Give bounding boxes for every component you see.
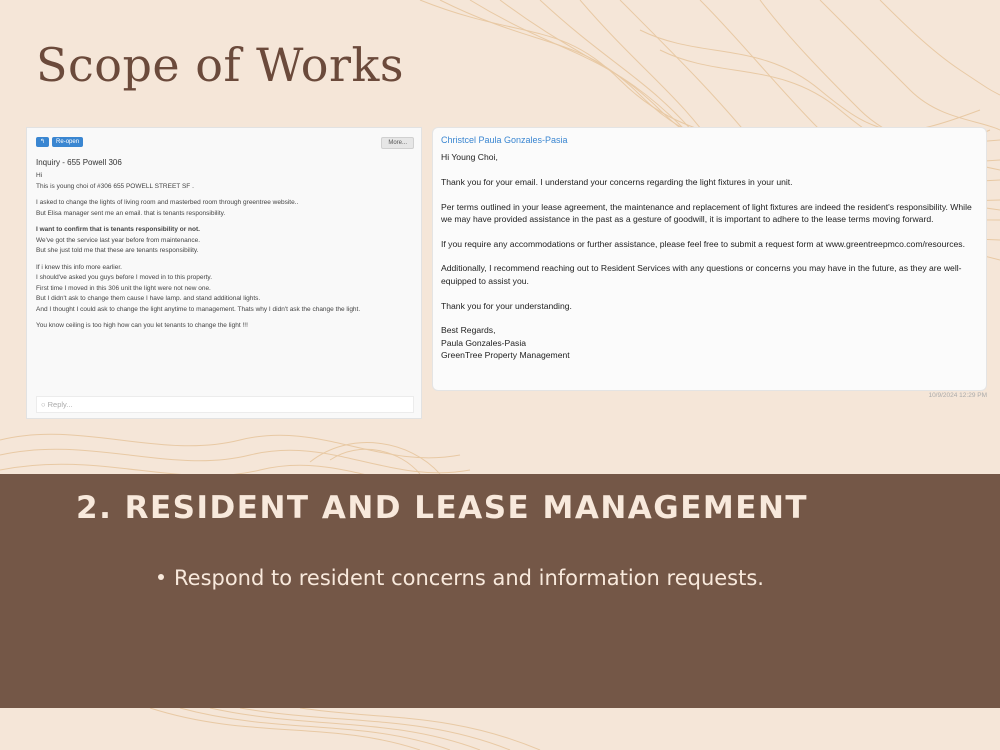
message-body bbox=[36, 173, 416, 334]
body-line: And I thought I could ask to change the light anytime to management. Thats why I didn't ask the change the light. bbox=[36, 305, 361, 313]
message-toolbar bbox=[36, 137, 83, 147]
section-heading: 2. RESIDENT AND LEASE MANAGEMENT bbox=[76, 490, 809, 526]
body-line: I want to confirm that is tenants responsibility or not. bbox=[36, 226, 200, 233]
section-band bbox=[0, 474, 1000, 708]
chat-bubble-icon: ○ bbox=[41, 400, 46, 409]
response-paragraph: Thank you for your understanding. bbox=[441, 300, 572, 311]
response-paragraph: Additionally, I recommend reaching out to Resident Services with any questions or concerns you may have in the future, as they are well-equipped to assist you. bbox=[441, 263, 962, 286]
response-message-panel bbox=[432, 127, 987, 391]
response-body bbox=[441, 151, 976, 361]
response-paragraph: If you require any accommodations or further assistance, please feel free to submit a request form at www.greentreepmco.com/resources. bbox=[441, 238, 965, 249]
body-line: I should've asked you guys before I moved in to this property. bbox=[36, 274, 212, 281]
body-line: I asked to change the lights of living room and masterbed room through greentree website.. bbox=[36, 199, 299, 206]
signoff: Best Regards, bbox=[441, 325, 496, 336]
body-line: This is young choi of #306 655 POWELL STREET SF . bbox=[36, 182, 194, 190]
bullet-text: Respond to resident concerns and information requests. bbox=[174, 566, 764, 590]
body-line: You know ceiling is too high how can you let tenants to change the light !!! bbox=[36, 322, 248, 329]
sender-name[interactable]: Christcel Paula Gonzales-Pasia bbox=[441, 135, 568, 145]
message-subject: Inquiry - 655 Powell 306 bbox=[36, 158, 122, 167]
message-timestamp: 10/9/2024 12:29 PM bbox=[928, 392, 987, 399]
body-line: But Elisa manager sent me an email. that is tenants responsibility. bbox=[36, 209, 226, 217]
reopen-button[interactable]: Re-open bbox=[52, 137, 83, 147]
signature-name: Paula Gonzales-Pasia bbox=[441, 337, 527, 348]
body-line: If i knew this info more earlier. bbox=[36, 263, 122, 271]
body-line: First time I moved in this 306 unit the light were not new one. bbox=[36, 284, 211, 292]
response-paragraph: Per terms outlined in your lease agreement, the maintenance and replacement of light fixtures are indeed the resident's responsibility. While we may have provided assistance in the past as a gesture of goodwill, it is important to adhere to the lease terms moving forward. bbox=[441, 201, 972, 224]
bullet-item bbox=[158, 566, 764, 590]
reply-icon-button[interactable]: ↰ bbox=[36, 137, 49, 147]
body-line: But I didn't ask to change them cause I have lamp. and stand additional lights. bbox=[36, 295, 261, 302]
reply-placeholder: Reply... bbox=[47, 400, 73, 409]
body-line: Hi bbox=[36, 172, 43, 179]
body-line: But she just told me that these are tenants responsibility. bbox=[36, 247, 199, 254]
slide-title: Scope of Works bbox=[36, 38, 404, 92]
more-button[interactable]: More... bbox=[381, 137, 414, 149]
inquiry-message-panel bbox=[26, 127, 422, 419]
bullet-dot-icon bbox=[158, 574, 164, 580]
signature-company: GreenTree Property Management bbox=[441, 349, 570, 360]
reply-input[interactable] bbox=[36, 396, 414, 413]
signature bbox=[441, 324, 976, 361]
response-paragraph: Thank you for your email. I understand your concerns regarding the light fixtures in your unit. bbox=[441, 176, 793, 187]
body-line: We've got the service last year before from maintenance. bbox=[36, 236, 201, 244]
response-paragraph: Hi Young Choi, bbox=[441, 152, 498, 162]
